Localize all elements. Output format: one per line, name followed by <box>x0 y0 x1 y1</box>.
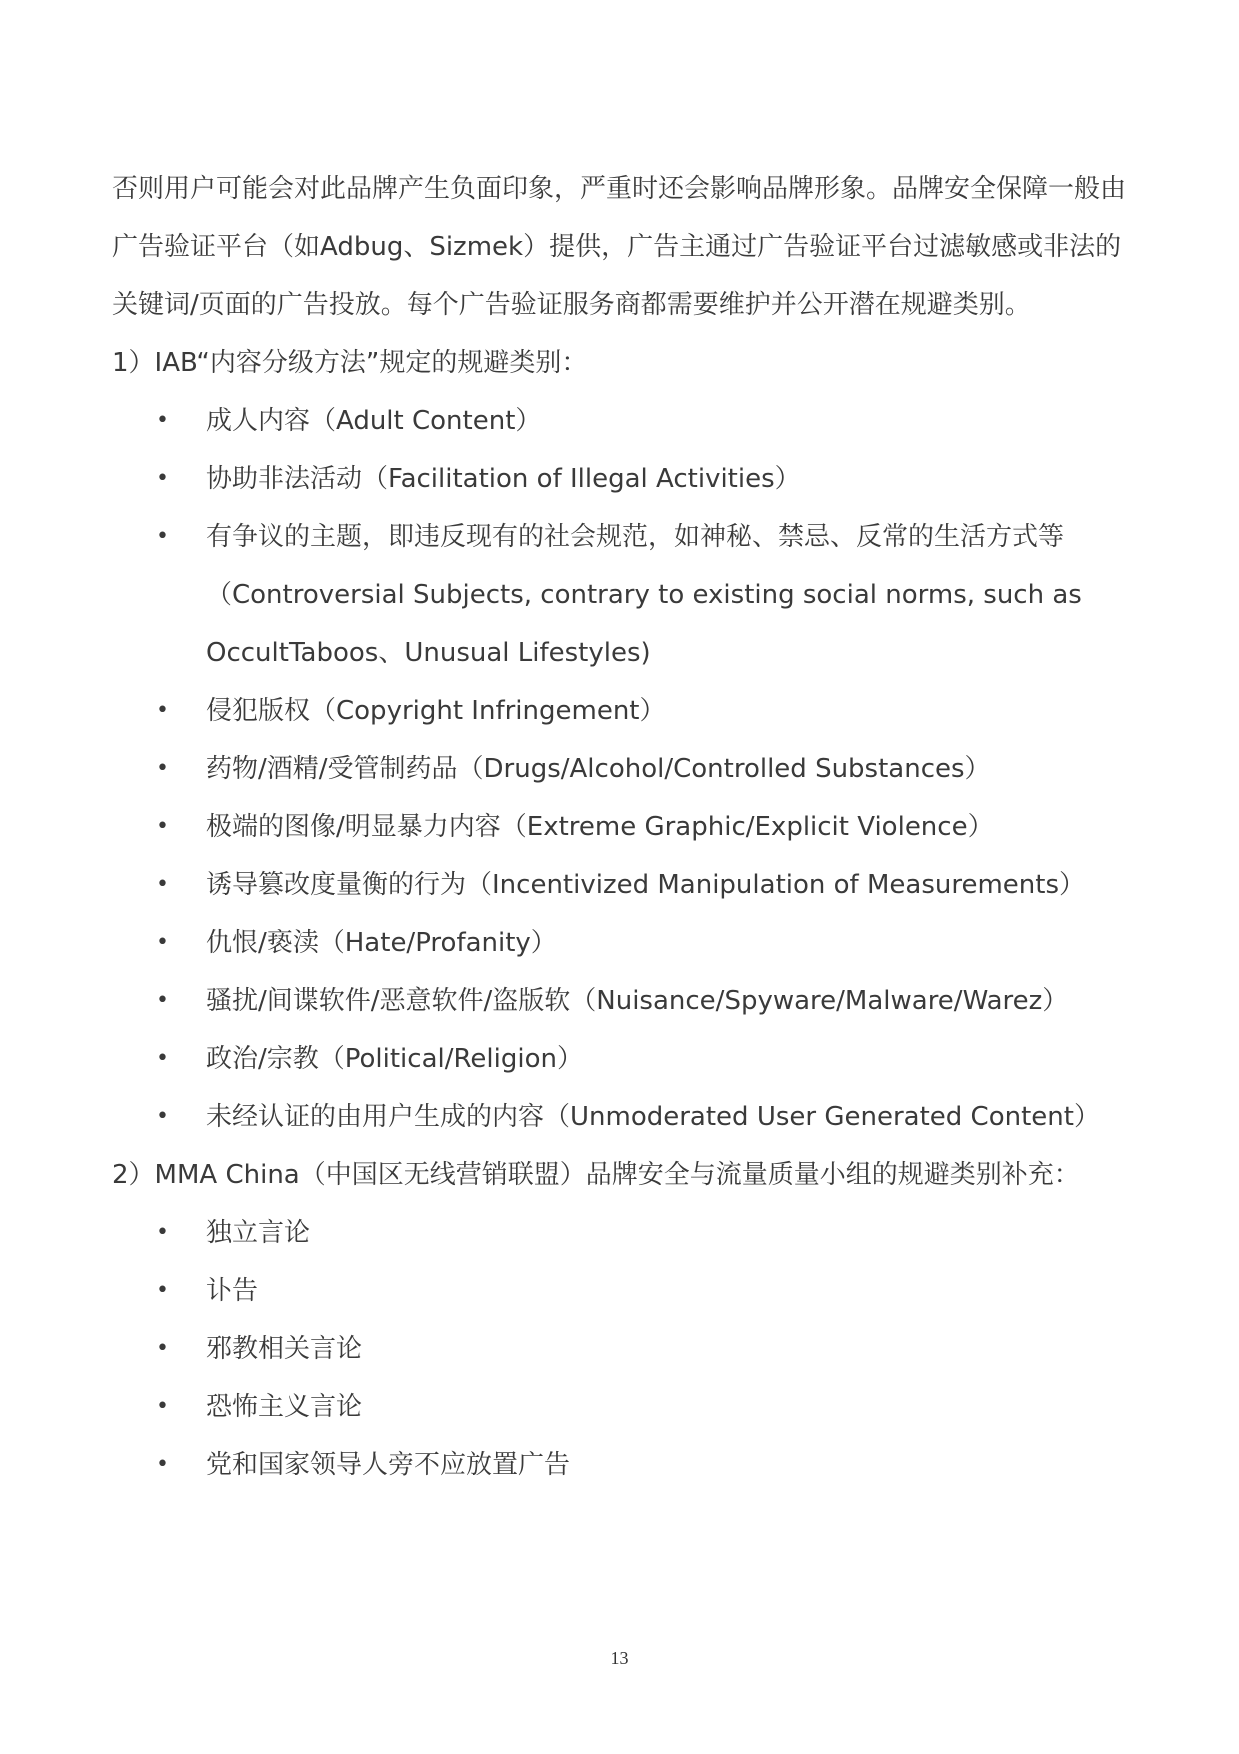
list-item-text: 诱导篡改度量衡的行为（Incentivized Manipulation of Measurements） <box>206 870 1085 900</box>
list-item-text: 侵犯版权（Copyright Infringement） <box>206 696 666 726</box>
list-item-text: 恐怖主义言论 <box>206 1392 363 1422</box>
section1-list <box>112 392 1132 1146</box>
list-item <box>112 1030 1132 1088</box>
page-content <box>112 160 1132 1494</box>
list-item <box>112 450 1132 508</box>
bullet-icon: • <box>156 930 169 955</box>
bullet-icon: • <box>156 988 169 1013</box>
list-item-text: 成人内容（Adult Content） <box>206 406 542 436</box>
list-item-text: 独立言论 <box>206 1218 311 1248</box>
bullet-icon: • <box>156 408 169 433</box>
bullet-icon: • <box>156 1394 169 1419</box>
page-number: 13 <box>610 1648 629 1668</box>
list-item-text: 有争议的主题，即违反现有的社会规范，如神秘、禁忌、反常的生活方式等（Controversial Subjects, contrary to existing social norms, such as OccultTaboos、Unusual Lifestyles) <box>206 522 1082 668</box>
list-item-text: 党和国家领导人旁不应放置广告 <box>206 1450 571 1480</box>
list-item <box>112 798 1132 856</box>
bullet-icon: • <box>156 698 169 723</box>
bullet-icon: • <box>156 466 169 491</box>
bullet-icon: • <box>156 1452 169 1477</box>
list-item-text: 骚扰/间谍软件/恶意软件/盗版软（Nuisance/Spyware/Malware/Warez） <box>206 986 1069 1016</box>
list-item <box>112 1378 1132 1436</box>
list-item <box>112 1262 1132 1320</box>
list-item-text: 讣告 <box>206 1276 259 1306</box>
section1-heading: 1）IAB“内容分级方法”规定的规避类别： <box>112 348 588 378</box>
list-item <box>112 1088 1132 1146</box>
list-item <box>112 392 1132 450</box>
list-item-text: 药物/酒精/受管制药品（Drugs/Alcohol/Controlled Substances） <box>206 754 991 784</box>
bullet-icon: • <box>156 1278 169 1303</box>
bullet-icon: • <box>156 1046 169 1071</box>
list-item <box>112 1436 1132 1494</box>
bullet-icon: • <box>156 1104 169 1129</box>
bullet-icon: • <box>156 814 169 839</box>
list-item <box>112 856 1132 914</box>
list-item-text: 邪教相关言论 <box>206 1334 363 1364</box>
list-item <box>112 1320 1132 1378</box>
list-item-text: 政治/宗教（Political/Religion） <box>206 1044 583 1074</box>
list-item <box>112 1204 1132 1262</box>
list-item-text: 协助非法活动（Facilitation of Illegal Activities） <box>206 464 801 494</box>
list-item <box>112 740 1132 798</box>
section2-list <box>112 1204 1132 1494</box>
bullet-icon: • <box>156 524 169 549</box>
list-item-text: 极端的图像/明显暴力内容（Extreme Graphic/Explicit Violence） <box>206 812 994 842</box>
list-item <box>112 914 1132 972</box>
list-item <box>112 508 1132 682</box>
list-item-text: 未经认证的由用户生成的内容（Unmoderated User Generated Content） <box>206 1102 1100 1132</box>
list-item <box>112 972 1132 1030</box>
intro-paragraph: 否则用户可能会对此品牌产生负面印象，严重时还会影响品牌形象。品牌安全保障一般由广告验证平台（如Adbug、Sizmek）提供，广告主通过广告验证平台过滤敏感或非法的关键词/页面的广告投放。每个广告验证服务商都需要维护并公开潜在规避类别。 <box>112 174 1127 320</box>
bullet-icon: • <box>156 1336 169 1361</box>
list-item-text: 仇恨/亵渎（Hate/Profanity） <box>206 928 557 958</box>
bullet-icon: • <box>156 1220 169 1245</box>
bullet-icon: • <box>156 756 169 781</box>
list-item <box>112 682 1132 740</box>
bullet-icon: • <box>156 872 169 897</box>
section2-heading: 2）MMA China（中国区无线营销联盟）品牌安全与流量质量小组的规避类别补充： <box>112 1160 1080 1190</box>
